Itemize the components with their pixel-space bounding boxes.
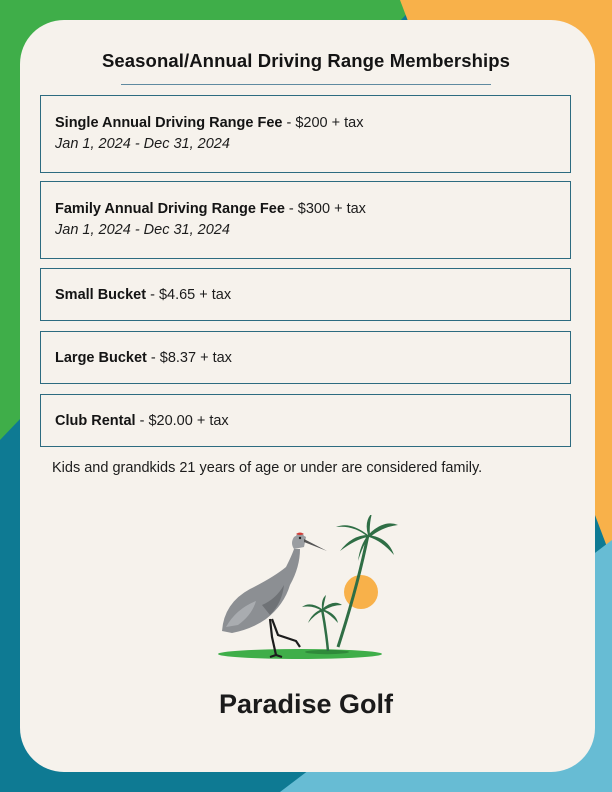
page-title: Seasonal/Annual Driving Range Memberships xyxy=(101,50,511,71)
item-name: Small Bucket xyxy=(55,287,147,303)
price-item-family-annual xyxy=(40,181,571,259)
item-price: - $4.65 + tax xyxy=(146,287,232,303)
item-name: Large Bucket xyxy=(55,350,147,366)
item-name: Club Rental xyxy=(55,413,136,429)
price-item-small-bucket xyxy=(40,268,571,321)
item-price: - $200 + tax xyxy=(282,115,364,131)
price-item-large-bucket xyxy=(40,331,571,384)
crane-palm-sun-logo xyxy=(212,515,412,725)
price-item-single-annual xyxy=(40,95,571,173)
item-price: - $300 + tax xyxy=(284,201,366,217)
family-note: Kids and grandkids 21 years of age or under are considered family. xyxy=(52,460,483,476)
item-price: - $20.00 + tax xyxy=(135,413,229,429)
price-item-club-rental xyxy=(40,394,571,447)
item-name: Single Annual Driving Range Fee xyxy=(55,115,283,131)
item-dates: Jan 1, 2024 - Dec 31, 2024 xyxy=(55,222,230,238)
title-divider xyxy=(121,84,491,85)
logo-wordmark: Paradise Golf xyxy=(218,689,394,719)
item-dates: Jan 1, 2024 - Dec 31, 2024 xyxy=(55,136,230,152)
item-price: - $8.37 + tax xyxy=(146,350,232,366)
item-name: Family Annual Driving Range Fee xyxy=(55,201,285,217)
